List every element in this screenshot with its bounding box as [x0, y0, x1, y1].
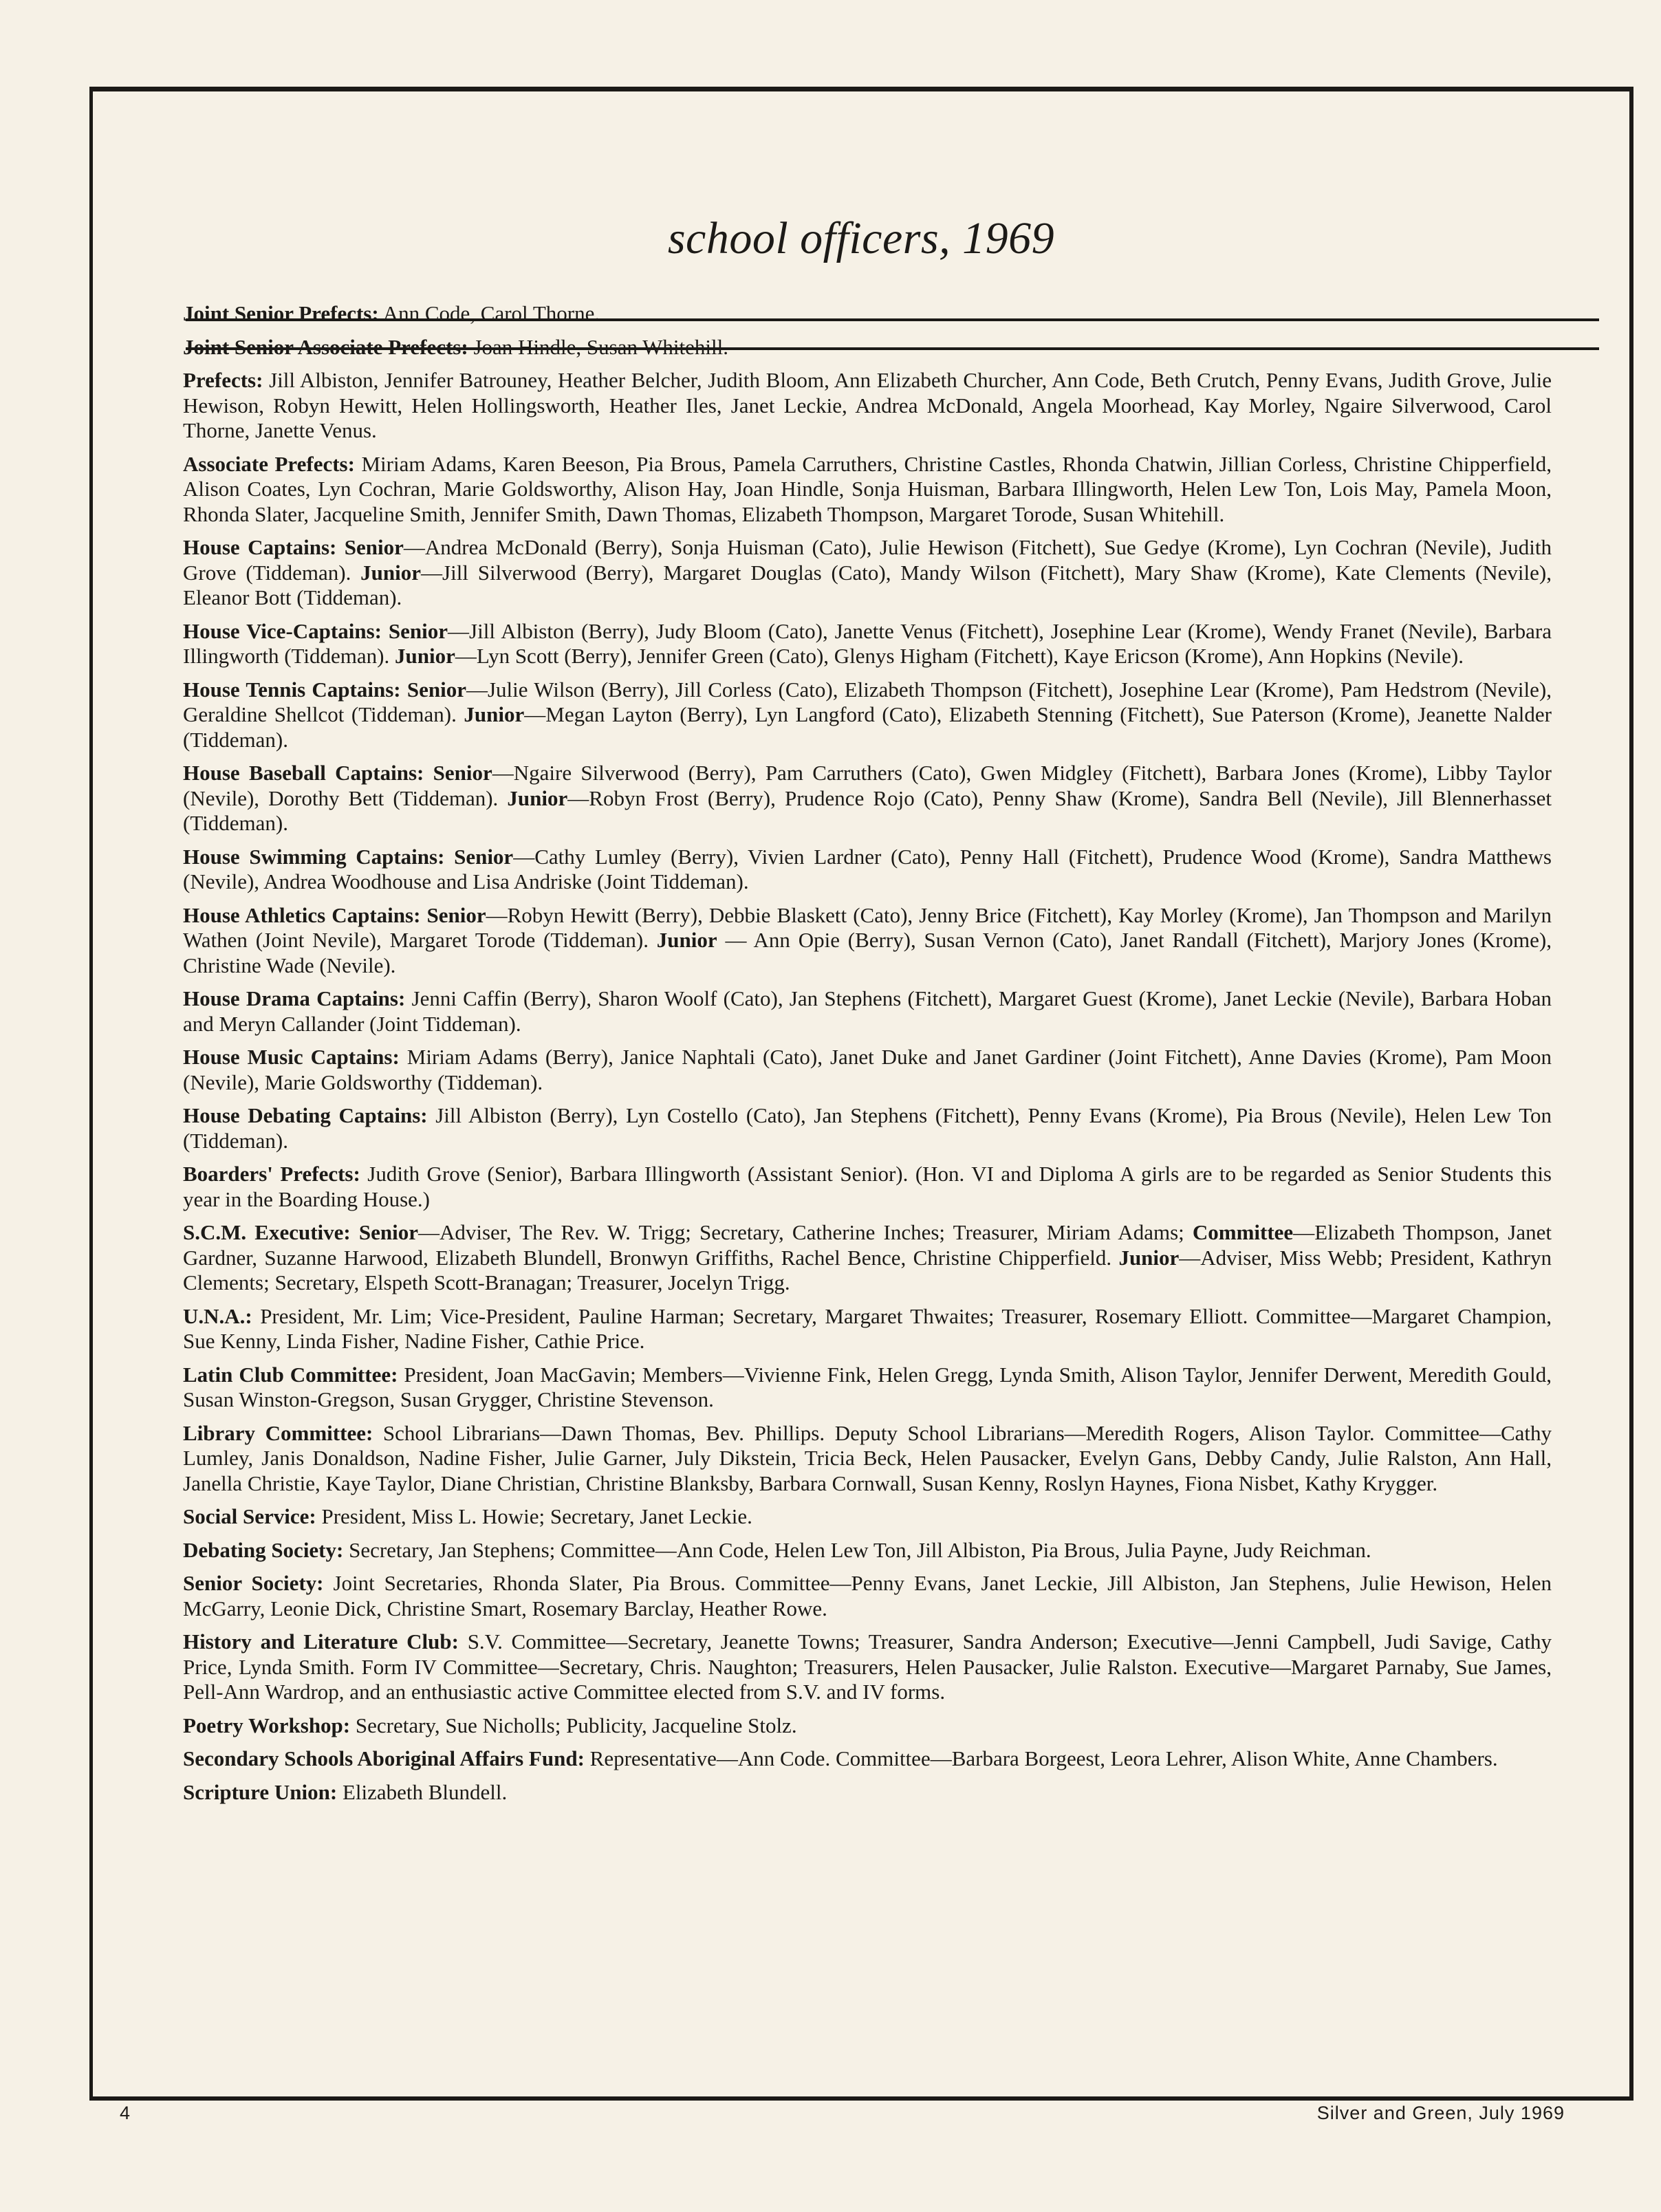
- entry-subheading: Junior: [1118, 1245, 1180, 1270]
- entry-subheading: Junior: [656, 928, 717, 952]
- officer-entry: [183, 1571, 1552, 1621]
- entry-label: Joint Senior Prefects:: [183, 301, 379, 325]
- entry-subheading: Senior: [381, 618, 448, 643]
- entry-label: House Tennis Captains:: [183, 677, 401, 702]
- entry-text: Joan Hindle, Susan Whitehill.: [468, 334, 728, 359]
- entry-text: —Lyn Scott (Berry), Jennifer Green (Cato), Glenys Higham (Fitchett), Kaye Ericson (Krome), Ann Hopkins (Nevile).: [455, 644, 1464, 668]
- entry-label: Debating Society:: [183, 1537, 344, 1562]
- page-title: school officers, 1969: [667, 213, 1055, 263]
- officer-entry: [183, 1629, 1552, 1705]
- entry-label: Latin Club Committee:: [183, 1362, 398, 1387]
- entry-text: Jill Albiston, Jennifer Batrouney, Heather Belcher, Judith Bloom, Ann Elizabeth Churcher, Ann Code, Beth Crutch, Penny Evans, Judith Grove, Julie Hewison, Robyn Hewitt, Helen Hollingsworth, Heather Iles, Janet Leckie, Andrea McDonald, Angela Moorhead, Kay Morley, Ngaire Silverwood, Carol Thorne, Janette Venus.: [183, 368, 1552, 442]
- entry-label: Boarders' Prefects:: [183, 1162, 360, 1186]
- entry-text: —Robyn Frost (Berry), Prudence Rojo (Cato), Penny Shaw (Krome), Sandra Bell (Nevile), Jill Blennerhasset (Tiddeman).: [183, 785, 1552, 835]
- entry-text: President, Mr. Lim; Vice-President, Pauline Harman; Secretary, Margaret Thwaites; Treasurer, Rosemary Elliott. Committee—Margaret Champion, Sue Kenny, Linda Fisher, Nadine Fisher, Cathie Price.: [183, 1303, 1552, 1353]
- officer-entry: [183, 1103, 1552, 1153]
- entry-text: —Ngaire Silverwood (Berry), Pam Carruthers (Cato), Gwen Midgley (Fitchett), Barbara Jones (Krome), Libby Taylor (Nevile), Dorothy Bett (Tiddeman).: [183, 761, 1552, 810]
- entry-text: — Ann Opie (Berry), Susan Vernon (Cato), Janet Randall (Fitchett), Marjory Jones (Krome), Christine Wade (Nevile).: [183, 928, 1552, 977]
- entry-subheading: Committee: [1192, 1220, 1294, 1244]
- entry-label: Library Committee:: [183, 1420, 373, 1445]
- entry-text: Elizabeth Blundell.: [337, 1779, 508, 1804]
- entry-label: House Music Captains:: [183, 1045, 400, 1069]
- entry-text: Secretary, Jan Stephens; Committee—Ann Code, Helen Lew Ton, Jill Albiston, Pia Brous, Julia Payne, Judy Reichman.: [343, 1537, 1371, 1562]
- officer-entry: [183, 619, 1552, 669]
- entry-label: Associate Prefects:: [183, 451, 355, 476]
- entry-subheading: Senior: [444, 844, 514, 869]
- entry-text: S.V. Committee—Secretary, Jeanette Towns; Treasurer, Sandra Anderson; Executive—Jenni Campbell, Judi Savige, Cathy Price, Lynda Smith. Form IV Committee—Secretary, Chris. Naughton; Treasurers, Helen Pausacker, Julie Ralston. Executive—Margaret Parnaby, Sue James, Pell-Ann Wardrop, and an enthusiastic active Committee elected from S.V. and IV forms.: [183, 1629, 1552, 1704]
- entry-text: —Megan Layton (Berry), Lyn Langford (Cato), Elizabeth Stenning (Fitchett), Sue Paterson (Krome), Jeanette Nalder (Tiddeman).: [183, 702, 1552, 752]
- entry-label: Secondary Schools Aboriginal Affairs Fund:: [183, 1746, 585, 1770]
- entry-subheading: Junior: [394, 644, 455, 668]
- entry-label: Senior Society:: [183, 1571, 324, 1595]
- publication-footer: Silver and Green, July 1969: [1316, 2103, 1565, 2123]
- officer-entry: [183, 535, 1552, 611]
- entry-subheading: Junior: [360, 560, 422, 585]
- officer-entry: [183, 301, 1552, 327]
- entry-label: House Drama Captains:: [183, 986, 406, 1010]
- entry-text: School Librarians—Dawn Thomas, Bev. Phillips. Deputy School Librarians—Meredith Rogers, Alison Taylor. Committee—Cathy Lumley, Janis Donaldson, Nadine Fisher, Julie Garner, July Dikstein, Tricia Beck, Helen Pausacker, Evelyn Gans, Debby Candy, Julie Ralston, Ann Hall, Janella Christie, Kaye Taylor, Diane Christian, Christine Blanksby, Barbara Cornwall, Susan Kenny, Roslyn Haynes, Fiona Nisbet, Kathy Krygger.: [183, 1420, 1552, 1495]
- entry-label: Scripture Union:: [183, 1779, 338, 1804]
- officer-entry: [183, 1504, 1552, 1530]
- officer-entry: [183, 1538, 1552, 1563]
- entry-text: —Adviser, The Rev. W. Trigg; Secretary, Catherine Inches; Treasurer, Miriam Adams;: [417, 1220, 1193, 1244]
- officer-entry: [183, 1421, 1552, 1497]
- entry-text: —Andrea McDonald (Berry), Sonja Huisman (Cato), Julie Hewison (Fitchett), Sue Gedye (Krome), Lyn Cochran (Nevile), Judith Grove (Tiddeman).: [183, 535, 1552, 585]
- officer-entry: [183, 1220, 1552, 1296]
- entry-text: Representative—Ann Code. Committee—Barbara Borgeest, Leora Lehrer, Alison White, Anne Chambers.: [584, 1746, 1498, 1770]
- entry-text: —Jill Albiston (Berry), Judy Bloom (Cato), Janette Venus (Fitchett), Josephine Lear (Krome), Wendy Franet (Nevile), Barbara Illingworth (Tiddeman).: [183, 618, 1552, 668]
- officer-entry: [183, 1162, 1552, 1212]
- officer-listings: [183, 301, 1552, 1813]
- officer-entry: [183, 1363, 1552, 1413]
- officer-entry: [183, 1780, 1552, 1806]
- entry-label: House Baseball Captains:: [183, 761, 424, 785]
- entry-label: House Swimming Captains:: [183, 844, 445, 869]
- entry-label: House Athletics Captains:: [183, 902, 421, 927]
- entry-text: Miriam Adams (Berry), Janice Naphtali (Cato), Janet Duke and Janet Gardiner (Joint Fitchett), Anne Davies (Krome), Pam Moon (Nevile), Marie Goldsworthy (Tiddeman).: [183, 1045, 1552, 1094]
- entry-subheading: Junior: [464, 702, 525, 726]
- entry-text: —Julie Wilson (Berry), Jill Corless (Cato), Elizabeth Thompson (Fitchett), Josephine Lear (Krome), Pam Hedstrom (Nevile), Geraldine Shellcot (Tiddeman).: [183, 677, 1552, 726]
- entry-subheading: Senior: [400, 677, 466, 702]
- entry-subheading: Junior: [507, 785, 568, 810]
- entry-label: Prefects:: [183, 368, 263, 392]
- officer-entry: [183, 903, 1552, 979]
- entry-label: Joint Senior Associate Prefects:: [183, 334, 468, 359]
- entry-text: Miriam Adams, Karen Beeson, Pia Brous, Pamela Carruthers, Christine Castles, Rhonda Chatwin, Jillian Corless, Christine Chipperfield, Alison Coates, Lyn Cochran, Marie Goldsworthy, Alison Hay, Joan Hindle, Sonja Huisman, Barbara Illingworth, Helen Lew Ton, Lois May, Pamela Moon, Rhonda Slater, Jacqueline Smith, Jennifer Smith, Dawn Thomas, Elizabeth Thompson, Margaret Torode, Susan Whitehill.: [183, 451, 1552, 526]
- officer-entry: [183, 452, 1552, 528]
- entry-label: Social Service:: [183, 1504, 316, 1528]
- entry-text: Jill Albiston (Berry), Lyn Costello (Cato), Jan Stephens (Fitchett), Penny Evans (Krome), Pia Brous (Nevile), Helen Lew Ton (Tiddeman).: [183, 1103, 1552, 1153]
- entry-text: —Elizabeth Thompson, Janet Gardner, Suzanne Harwood, Elizabeth Blundell, Bronwyn Griffiths, Rachel Bence, Christine Chipperfield.: [183, 1220, 1552, 1270]
- page-number: 4: [120, 2103, 131, 2123]
- entry-label: House Captains:: [183, 535, 337, 559]
- entry-label: History and Literature Club:: [183, 1629, 459, 1653]
- entry-text: Joint Secretaries, Rhonda Slater, Pia Brous. Committee—Penny Evans, Janet Leckie, Jill Albiston, Jan Stephens, Julie Hewison, Helen McGarry, Leonie Dick, Christine Smart, Rosemary Barclay, Heather Rowe.: [183, 1571, 1552, 1620]
- officer-entry: [183, 677, 1552, 753]
- entry-subheading: Senior: [424, 761, 492, 785]
- officer-entry: [183, 1304, 1552, 1354]
- officer-entry: [183, 761, 1552, 836]
- entry-text: —Jill Silverwood (Berry), Margaret Douglas (Cato), Mandy Wilson (Fitchett), Mary Shaw (Krome), Kate Clements (Nevile), Eleanor Bott (Tiddeman).: [183, 560, 1552, 609]
- entry-subheading: Senior: [350, 1220, 418, 1244]
- entry-label: U.N.A.:: [183, 1303, 252, 1328]
- officer-entry: [183, 1713, 1552, 1739]
- officer-entry: [183, 986, 1552, 1037]
- entry-subheading: Senior: [336, 535, 404, 559]
- entry-text: President, Joan MacGavin; Members—Vivienne Fink, Helen Gregg, Lynda Smith, Alison Taylor, Jennifer Derwent, Meredith Gould, Susan Winston-Gregson, Susan Grygger, Christine Stevenson.: [183, 1362, 1552, 1411]
- entry-text: Judith Grove (Senior), Barbara Illingworth (Assistant Senior). (Hon. VI and Diploma A girls are to be regarded as Senior Students this year in the Boarding House.): [183, 1162, 1552, 1211]
- entry-text: Ann Code, Carol Thorne.: [378, 301, 600, 325]
- entry-label: House Vice-Captains:: [183, 618, 382, 643]
- officer-entry: [183, 845, 1552, 895]
- officer-entry: [183, 1746, 1552, 1772]
- entry-label: Poetry Workshop:: [183, 1713, 351, 1737]
- officer-entry: [183, 1045, 1552, 1095]
- entry-text: Jenni Caffin (Berry), Sharon Woolf (Cato), Jan Stephens (Fitchett), Margaret Guest (Krome), Janet Leckie (Nevile), Barbara Hoban and Meryn Callander (Joint Tiddeman).: [183, 986, 1552, 1036]
- entry-label: House Debating Captains:: [183, 1103, 428, 1127]
- entry-label: S.C.M. Executive:: [183, 1220, 351, 1244]
- officer-entry: [183, 368, 1552, 444]
- officer-entry: [183, 335, 1552, 360]
- entry-subheading: Senior: [420, 902, 486, 927]
- entry-text: —Adviser, Miss Webb; President, Kathryn Clements; Secretary, Elspeth Scott-Branagan; Treasurer, Jocelyn Trigg.: [183, 1245, 1552, 1294]
- entry-text: President, Miss L. Howie; Secretary, Janet Leckie.: [316, 1504, 752, 1528]
- entry-text: Secretary, Sue Nicholls; Publicity, Jacqueline Stolz.: [350, 1713, 797, 1737]
- entry-text: —Cathy Lumley (Berry), Vivien Lardner (Cato), Penny Hall (Fitchett), Prudence Wood (Krome), Sandra Matthews (Nevile), Andrea Woodhouse and Lisa Andriske (Joint Tiddeman).: [183, 844, 1552, 893]
- entry-text: —Robyn Hewitt (Berry), Debbie Blaskett (Cato), Jenny Brice (Fitchett), Kay Morley (Krome), Jan Thompson and Marilyn Wathen (Joint Nevile), Margaret Torode (Tiddeman).: [183, 902, 1552, 952]
